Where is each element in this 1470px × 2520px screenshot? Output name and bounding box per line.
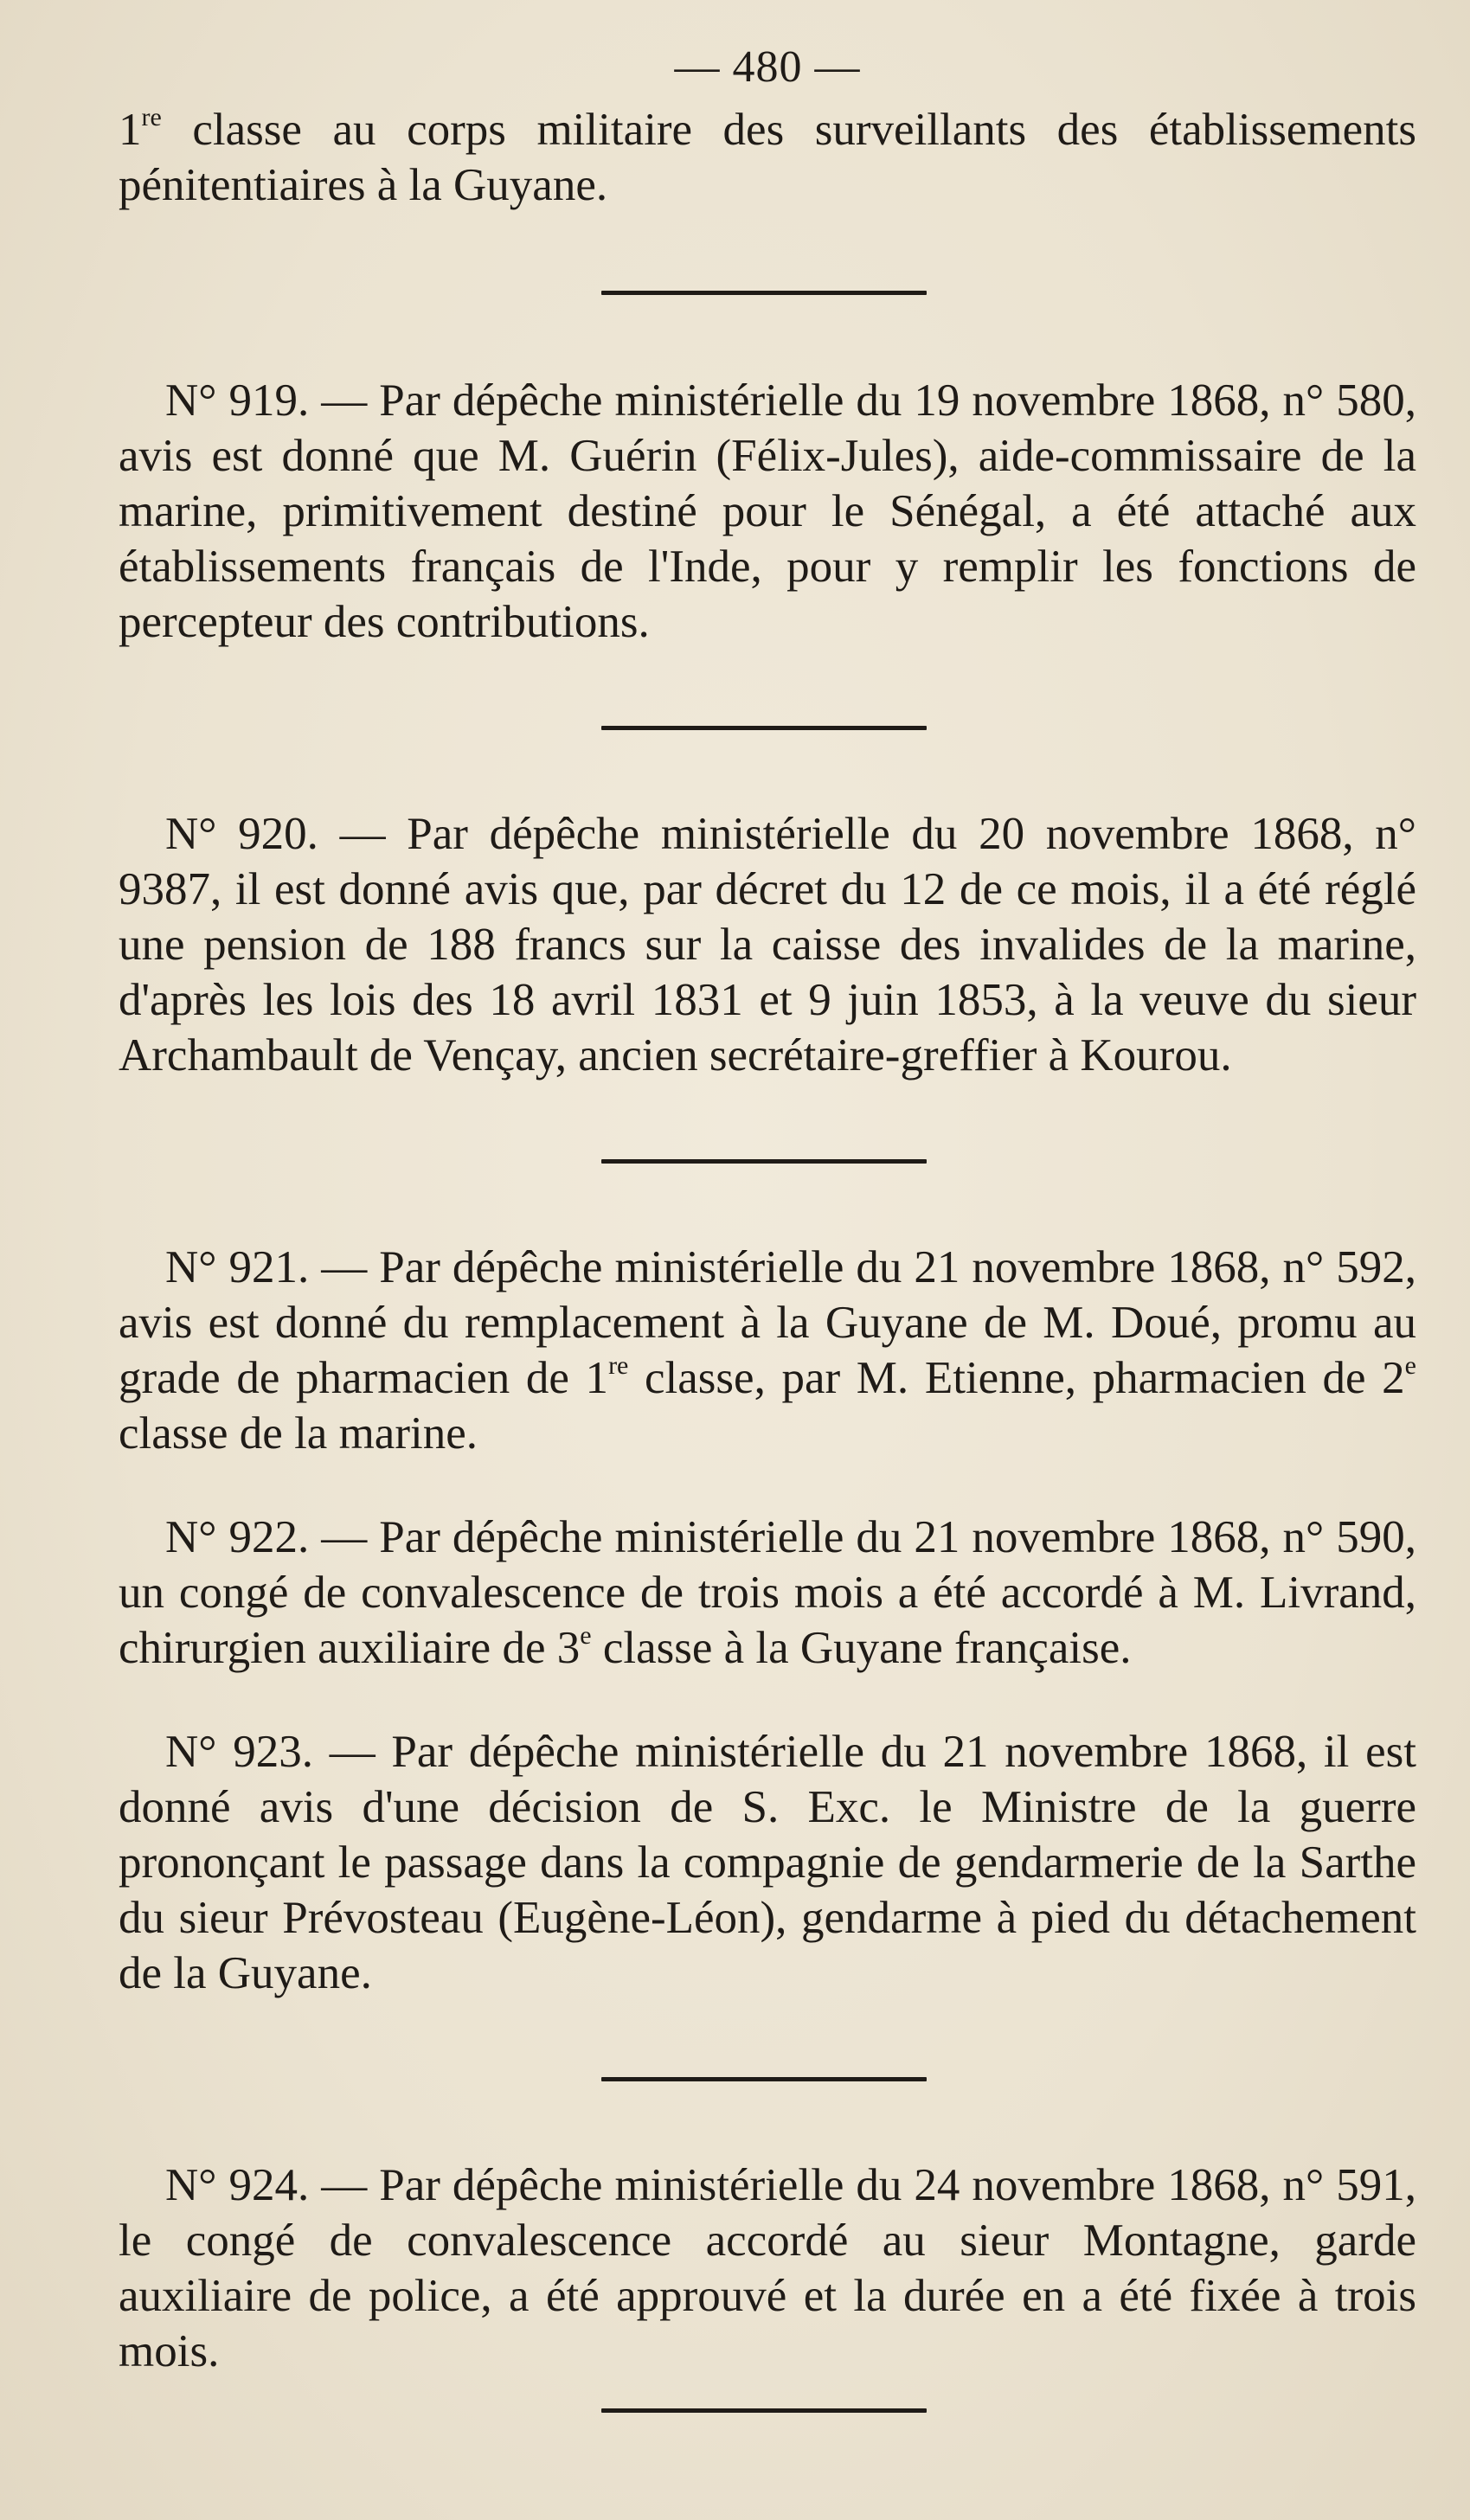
entry-919: N° 919. — Par dépêche ministérielle du 19 novembre 1868, n° 580, avis est donné que M. Guérin (Félix-Jules), aide-commissaire de la marine, primitivement destiné pour le Sénégal, a été attaché aux établissements français de l'Inde, pour y remplir les fonctions de percepteur des contributions. (119, 375, 1416, 647)
entry-924: N° 924. — Par dépêche ministérielle du 24 novembre 1868, n° 591, le congé de convalescence accordé au sieur Montagne, garde auxiliaire de police, a été approuvé et la durée en a été fixée à trois mois. (119, 2160, 1416, 2376)
page-number: — 480 — (674, 42, 861, 92)
intro-superscript: re (141, 103, 162, 131)
entry-922-sup1: e (580, 1621, 592, 1650)
entry-921-part1: N° 921. — Par dépêche ministérielle du 21 novembre 1868, n° 592, avis est donné du remplacement à la Guyane de M. Doué, promu au grade de pharmacien de 1 (119, 1242, 1416, 1403)
entry-921 (119, 1240, 1416, 1461)
entry-923: N° 923. — Par dépêche ministérielle du 21 novembre 1868, il est donné avis d'une décision de S. Exc. le Ministre de la guerre prononçant le passage dans la compagnie de gendarmerie de la Sarthe du sieur Prévosteau (Eugène-Léon), gendarme à pied du détachement de la Guyane. (119, 1727, 1416, 1998)
intro-text: classe au corps militaire des surveillants des établissements pénitentiaires à la Guyane. (119, 105, 1416, 210)
entry-922-part1: N° 922. — Par dépêche ministérielle du 21 novembre 1868, n° 590, un congé de convalescence de trois mois a été accordé à M. Livrand, chirurgien auxiliaire de 3 (119, 1512, 1416, 1673)
entry-922 (119, 1510, 1416, 1676)
entry-921-sup2: e (1404, 1351, 1416, 1380)
entry-922-part2: classe à la Guyane française. (591, 1623, 1132, 1673)
section-divider (601, 2408, 927, 2413)
entry-921-part3: classe de la marine. (119, 1408, 478, 1459)
text-column (119, 42, 1416, 2413)
entry-920: N° 920. — Par dépêche ministérielle du 20 novembre 1868, n° 9387, il est donné avis que, par décret du 12 de ce mois, il a été réglé une pension de 188 francs sur la caisse des invalides de la marine, d'après les lois des 18 avril 1831 et 9 juin 1853, à la veuve du sieur Archambault de Vençay, ancien secrétaire-greffier à Kourou. (119, 809, 1416, 1080)
intro-prefix: 1 (119, 105, 142, 155)
entry-921-sup1: re (608, 1351, 629, 1380)
entry-921-part2: classe, par M. Etienne, pharmacien de 2 (628, 1353, 1405, 1403)
intro-paragraph (119, 102, 1416, 213)
